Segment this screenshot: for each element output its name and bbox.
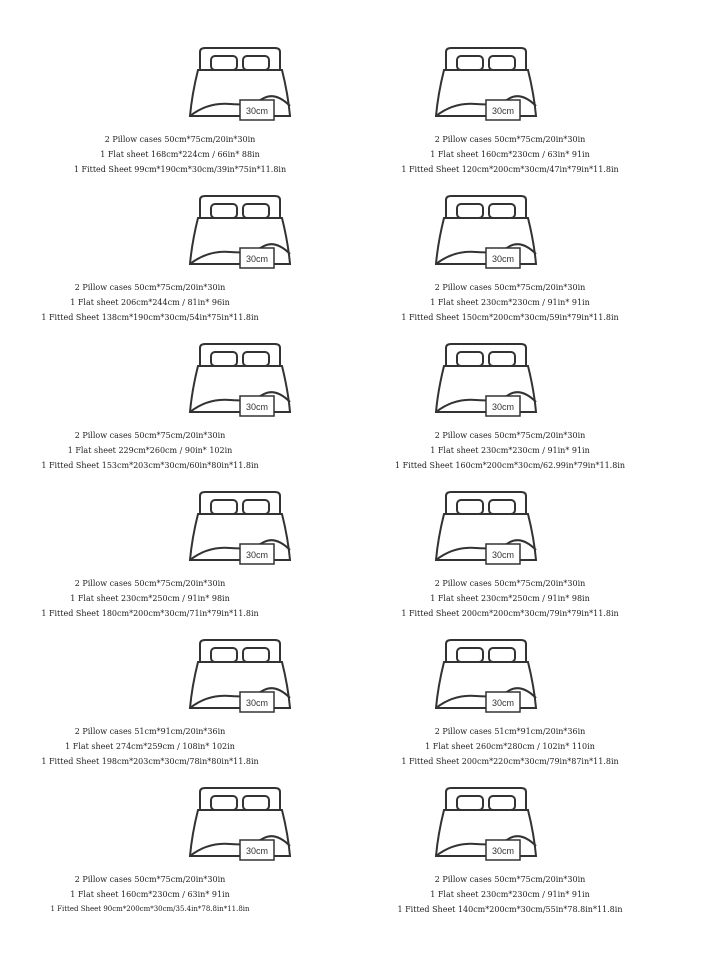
pillow-right [489,500,515,514]
size-item [0,336,360,484]
flat-sheet-size: 1 Flat sheet 168cm*224cm / 66in* 88in [100,150,260,159]
fitted-sheet-size: 1 Fitted Sheet 140cm*200cm*30cm/55in*78.8in*11.8in [397,905,623,914]
size-item [360,484,720,632]
pillow-case-size: 2 Pillow cases 50cm*75cm/20in*30in [74,579,226,588]
flat-sheet-size: 1 Flat sheet 230cm*250cm / 91in* 98in [430,594,590,603]
pillow-right [489,204,515,218]
pillow-right [243,352,269,366]
bed-icon [180,340,300,422]
pillow-case-size: 2 Pillow cases 51cm*91cm/20in*36in [74,727,226,736]
pillow-left [457,648,483,662]
fitted-sheet-size: 1 Fitted Sheet 90cm*200cm*30cm/35.4in*78.8in*11.8in [50,905,250,913]
pillow-right [243,204,269,218]
pillow-left [211,648,237,662]
bed-icon [180,44,300,126]
flat-sheet-size: 1 Flat sheet 230cm*230cm / 91in* 91in [430,298,590,307]
bed-icon [180,784,300,866]
bed-icon [426,44,546,126]
depth-label: 30cm [245,550,269,560]
flat-sheet-size: 1 Flat sheet 260cm*280cm / 102in* 110in [425,742,595,751]
pillow-case-size: 2 Pillow cases 50cm*75cm/20in*30in [434,875,586,884]
bed-icon [426,192,546,274]
fitted-sheet-size: 1 Fitted Sheet 200cm*200cm*30cm/79in*79in*11.8in [401,609,619,618]
flat-sheet-size: 1 Flat sheet 230cm*230cm / 91in* 91in [430,890,590,899]
pillow-case-size: 2 Pillow cases 50cm*75cm/20in*30in [434,579,586,588]
pillow-left [211,796,237,810]
pillow-right [243,648,269,662]
depth-label: 30cm [245,106,269,116]
pillow-case-size: 2 Pillow cases 50cm*75cm/20in*30in [74,875,226,884]
depth-label: 30cm [245,698,269,708]
fitted-sheet-size: 1 Fitted Sheet 198cm*203cm*30cm/78in*80in*11.8in [41,757,259,766]
depth-label: 30cm [491,402,515,412]
size-item [0,484,360,632]
pillow-case-size: 2 Pillow cases 50cm*75cm/20in*30in [104,135,256,144]
depth-label: 30cm [245,402,269,412]
pillow-case-size: 2 Pillow cases 50cm*75cm/20in*30in [74,283,226,292]
pillow-left [211,500,237,514]
depth-label: 30cm [491,846,515,856]
size-item [0,632,360,780]
pillow-left [457,204,483,218]
fitted-sheet-size: 1 Fitted Sheet 138cm*190cm*30cm/54in*75in*11.8in [41,313,259,322]
pillow-right [489,648,515,662]
flat-sheet-size: 1 Flat sheet 230cm*250cm / 91in* 98in [70,594,230,603]
bed-icon [180,192,300,274]
pillow-right [489,56,515,70]
size-item [360,188,720,336]
flat-sheet-size: 1 Flat sheet 160cm*230cm / 63in* 91in [430,150,590,159]
bed-icon [426,784,546,866]
size-item [0,40,360,188]
size-item [360,632,720,780]
bed-icon [426,636,546,718]
depth-label: 30cm [491,550,515,560]
pillow-right [243,56,269,70]
pillow-left [211,352,237,366]
flat-sheet-size: 1 Flat sheet 206cm*244cm / 81in* 96in [70,298,230,307]
pillow-right [489,352,515,366]
flat-sheet-size: 1 Flat sheet 160cm*230cm / 63in* 91in [70,890,230,899]
size-item [360,336,720,484]
pillow-case-size: 2 Pillow cases 51cm*91cm/20in*36in [434,727,586,736]
bed-icon [180,636,300,718]
pillow-left [211,56,237,70]
depth-label: 30cm [491,698,515,708]
pillow-case-size: 2 Pillow cases 50cm*75cm/20in*30in [434,431,586,440]
fitted-sheet-size: 1 Fitted Sheet 200cm*220cm*30cm/79in*87in*11.8in [401,757,619,766]
bed-icon [426,340,546,422]
pillow-left [457,796,483,810]
pillow-right [243,796,269,810]
pillow-right [243,500,269,514]
depth-label: 30cm [245,254,269,264]
flat-sheet-size: 1 Flat sheet 229cm*260cm / 90in* 102in [67,446,233,455]
bed-icon [180,488,300,570]
pillow-left [211,204,237,218]
depth-label: 30cm [491,106,515,116]
size-item [360,40,720,188]
flat-sheet-size: 1 Flat sheet 230cm*230cm / 91in* 91in [430,446,590,455]
depth-label: 30cm [491,254,515,264]
size-item [0,188,360,336]
pillow-right [489,796,515,810]
fitted-sheet-size: 1 Fitted Sheet 153cm*203cm*30cm/60in*80in*11.8in [41,461,259,470]
fitted-sheet-size: 1 Fitted Sheet 99cm*190cm*30cm/39in*75in*11.8in [73,165,287,174]
fitted-sheet-size: 1 Fitted Sheet 160cm*200cm*30cm/62.99in*79in*11.8in [394,461,626,470]
pillow-left [457,500,483,514]
fitted-sheet-size: 1 Fitted Sheet 120cm*200cm*30cm/47in*79in*11.8in [401,165,619,174]
flat-sheet-size: 1 Flat sheet 274cm*259cm / 108in* 102in [65,742,235,751]
pillow-case-size: 2 Pillow cases 50cm*75cm/20in*30in [434,135,586,144]
pillow-left [457,352,483,366]
pillow-case-size: 2 Pillow cases 50cm*75cm/20in*30in [434,283,586,292]
pillow-case-size: 2 Pillow cases 50cm*75cm/20in*30in [74,431,226,440]
size-item [360,780,720,928]
pillow-left [457,56,483,70]
bed-icon [426,488,546,570]
fitted-sheet-size: 1 Fitted Sheet 150cm*200cm*30cm/59in*79in*11.8in [401,313,619,322]
fitted-sheet-size: 1 Fitted Sheet 180cm*200cm*30cm/71in*79in*11.8in [41,609,259,618]
size-item [0,780,360,928]
depth-label: 30cm [245,846,269,856]
